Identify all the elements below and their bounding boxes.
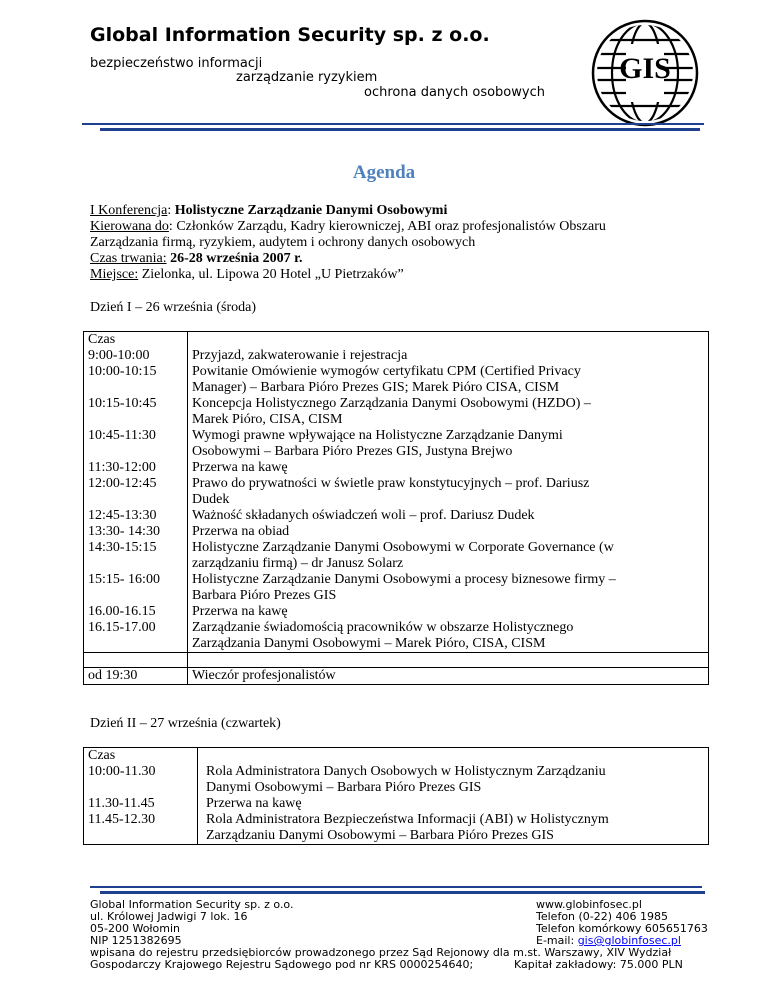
table-cell: 11.45-12.30 (88, 812, 156, 827)
time-column (84, 748, 198, 845)
table-cell (206, 748, 704, 764)
table-row (84, 332, 709, 653)
table-cell: 15:15- 16:00 (88, 572, 160, 587)
table-cell: 10:00-10:15 (88, 364, 157, 379)
description-column (188, 332, 709, 653)
table-cell: 9:00-10:00 (88, 348, 150, 363)
table-cell (88, 380, 183, 396)
table-cell: Zarządzania Danymi Osobowymi – Marek Pióro, CISA, CISM (192, 636, 546, 651)
table-cell: Przerwa na kawę (192, 460, 288, 475)
table-cell (88, 828, 193, 844)
table-cell (88, 556, 183, 572)
table-cell: 16.00-16.15 (88, 604, 156, 619)
table-cell: Wymogi prawne wpływające na Holistyczne Zarządzanie Danymi (192, 428, 563, 443)
tagline-security: bezpieczeństwo informacji (90, 56, 263, 71)
table-cell: Dudek (192, 492, 230, 507)
place-line (90, 267, 404, 283)
place-label: Miejsce: (90, 267, 139, 282)
day2-heading: Dzień II – 27 września (czwartek) (90, 716, 281, 731)
time-column (84, 332, 188, 653)
footer-rule-top (90, 886, 702, 888)
table-cell: 13:30- 14:30 (88, 524, 160, 539)
conference-name: Holistyczne Zarządzanie Danymi Osobowymi (174, 203, 448, 218)
table-cell (88, 588, 183, 604)
table-cell: 14:30-15:15 (88, 540, 157, 555)
footer-nip: NIP 1251382695 (90, 934, 182, 947)
tagline-data-protection: ochrona danych osobowych (364, 85, 545, 100)
day1-heading: Dzień I – 26 września (środa) (90, 300, 256, 315)
day2-schedule-table (83, 747, 709, 845)
table-cell: Prawo do prywatności w świetle praw konstytucyjnych – prof. Dariusz (192, 476, 590, 491)
table-cell: Holistyczne Zarządzanie Danymi Osobowymi w Corporate Governance (w (192, 540, 614, 555)
footer-registry-1: wpisana do rejestru przedsiębiorców prowadzonego przez Sąd Rejonowy dla m.st. Warszawy, XIV Wydział (90, 946, 672, 959)
description-column (198, 748, 709, 845)
table-cell: Przyjazd, zakwaterowanie i rejestracja (192, 348, 408, 363)
table-cell: 10:45-11:30 (88, 428, 156, 443)
table-cell: Danymi Osobowymi – Barbara Pióro Prezes GIS (206, 780, 482, 795)
footer-website[interactable]: www.globinfosec.pl (536, 898, 642, 911)
table-cell: 16.15-17.00 (88, 620, 156, 635)
day1-schedule-table (83, 331, 709, 685)
logo-monogram: GIS (619, 52, 671, 85)
duration-value: 26-28 września 2007 r. (170, 251, 303, 266)
logo-letters (619, 44, 671, 102)
table-cell (88, 412, 183, 428)
table-cell (188, 668, 709, 685)
footer-company: Global Information Security sp. z o.o. (90, 898, 294, 911)
table-cell (188, 653, 709, 668)
table-cell: Zarządzaniu Danymi Osobowymi – Barbara Pióro Prezes GIS (206, 828, 554, 843)
gis-globe-logo (590, 18, 700, 128)
agenda-title: Agenda (352, 162, 416, 183)
table-cell: 12:45-13:30 (88, 508, 157, 523)
table-cell: 11.30-11.45 (88, 796, 155, 811)
company-name: Global Information Security sp. z o.o. (90, 24, 490, 46)
table-row (84, 748, 709, 845)
evening-description: Wieczór profesjonalistów (192, 668, 336, 683)
table-cell: Powitanie Omówienie wymogów certyfikatu CPM (Certified Privacy (192, 364, 581, 379)
table-cell (88, 780, 193, 796)
table-cell (192, 332, 704, 348)
duration-label: Czas trwania: (90, 251, 167, 266)
table-cell: 10:15-10:45 (88, 396, 157, 411)
table-cell: 12:00-12:45 (88, 476, 157, 491)
table-cell: 10:00-11.30 (88, 764, 156, 779)
footer-phone: Telefon (0-22) 406 1985 (536, 910, 669, 923)
footer-rule-bottom (100, 891, 705, 894)
footer-city: 05-200 Wołomin (90, 922, 181, 935)
table-cell (88, 492, 183, 508)
conference-line: I Konferencja: Holistyczne Zarządzanie Danymi Osobowymi (90, 203, 448, 218)
table-cell: Rola Administratora Bezpieczeństwa Informacji (ABI) w Holistycznym (206, 812, 609, 827)
table-cell: Przerwa na obiad (192, 524, 290, 539)
footer-registry-2: Gospodarczy Krajowego Rejestru Sądowego pod nr KRS 0000254640; (90, 958, 474, 971)
conference-label: I Konferencja (90, 203, 168, 218)
target-line: Kierowana do: Członków Zarządu, Kadry kierowniczej, ABI oraz profesjonalistów Obszaru (90, 219, 606, 234)
footer-street: ul. Królowej Jadwigi 7 lok. 16 (90, 910, 248, 923)
header-rule-bottom (100, 128, 700, 131)
table-cell: Manager) – Barbara Pióro Prezes GIS; Marek Pióro CISA, CISM (192, 380, 560, 395)
table-cell: 11:30-12:00 (88, 460, 156, 475)
table-cell: Marek Pióro, CISA, CISM (192, 412, 343, 427)
table-cell: Czas (88, 332, 116, 347)
table-cell: Rola Administratora Danych Osobowych w Holistycznym Zarządzaniu (206, 764, 606, 779)
target-line-2: Zarządzania firmą, ryzykiem, audytem i ochrony danych osobowych (90, 235, 476, 250)
table-cell: Czas (88, 748, 116, 763)
table-cell: Barbara Pióro Prezes GIS (192, 588, 337, 603)
table-cell (88, 636, 183, 652)
table-row (84, 668, 709, 685)
table-row (84, 653, 709, 668)
header-rule-top (82, 123, 704, 125)
evening-time: od 19:30 (88, 668, 138, 683)
target-label: Kierowana do (90, 219, 169, 234)
table-cell (84, 668, 188, 685)
footer-email-label: E-mail: (536, 934, 575, 947)
footer-mobile: Telefon komórkowy 605651763 (536, 922, 708, 935)
target-value: Członków Zarządu, Kadry kierowniczej, ABI oraz profesjonalistów Obszaru (176, 219, 606, 234)
footer-email-link[interactable]: gis@globinfosec.pl (577, 934, 681, 947)
table-cell: Ważność składanych oświadczeń woli – prof. Dariusz Dudek (192, 508, 535, 523)
table-cell: Przerwa na kawę (192, 604, 288, 619)
table-cell (88, 444, 183, 460)
table-cell: Przerwa na kawę (206, 796, 302, 811)
table-cell (84, 653, 188, 668)
duration-line (90, 251, 303, 267)
footer-capital: Kapitał zakładowy: 75.000 PLN (514, 958, 683, 971)
table-cell: zarządzaniu firmą) – dr Janusz Solarz (192, 556, 404, 571)
table-cell: Koncepcja Holistycznego Zarządzania Danymi Osobowymi (HZDO) – (192, 396, 591, 411)
table-cell: Zarządzanie świadomością pracowników w obszarze Holistycznego (192, 620, 574, 635)
table-cell: Osobowymi – Barbara Pióro Prezes GIS, Justyna Brejwo (192, 444, 513, 459)
table-cell: Holistyczne Zarządzanie Danymi Osobowymi a procesy biznesowe firmy – (192, 572, 616, 587)
tagline-risk: zarządzanie ryzykiem (236, 70, 378, 85)
place-value: Zielonka, ul. Lipowa 20 Hotel „U Pietrzaków” (141, 267, 404, 282)
